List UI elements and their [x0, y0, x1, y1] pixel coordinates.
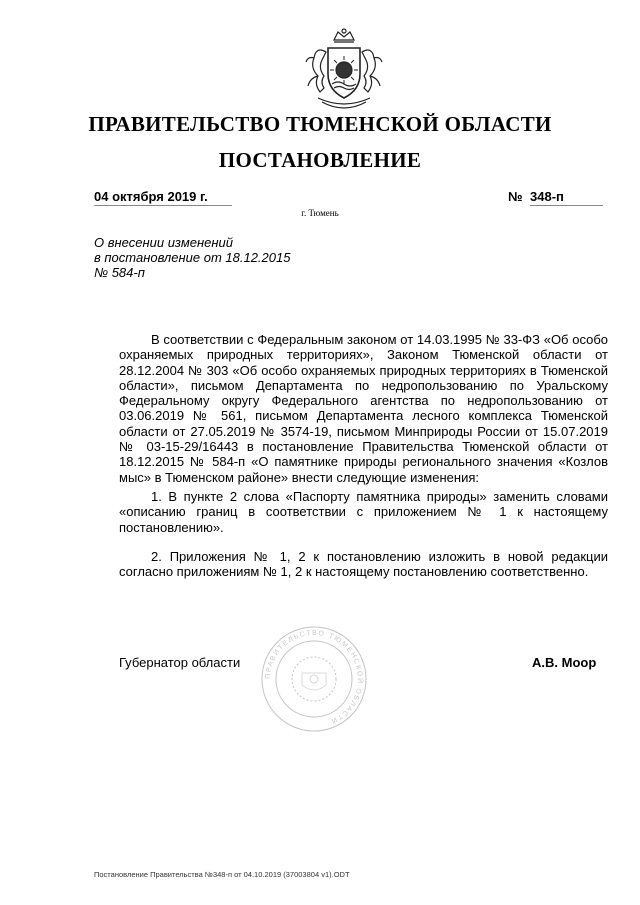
document-type-title: ПОСТАНОВЛЕНИЕ [218, 148, 422, 172]
document-footer: Постановление Правительства №348-п от 04.10.2019 (37003804 v1).ODT [94, 870, 350, 879]
document-date: 04 октября 2019 г. [94, 189, 232, 206]
official-seal-icon [258, 623, 370, 735]
document-subject [94, 235, 354, 280]
document-number: 348-п [530, 189, 603, 206]
subject-line: № 584-п [94, 265, 145, 280]
item-1-paragraph: 1. В пункте 2 слова «Паспорту памятника природы» заменить словами «описанию границ в соответствии с приложением № 1 к настоящему постановлению». [119, 488, 608, 535]
government-title: ПРАВИТЕЛЬСТВО ТЮМЕНСКОЙ ОБЛАСТИ [88, 112, 552, 136]
document-number-label: № [508, 189, 523, 204]
preamble-paragraph: В соответствии с Федеральным законом от 14.03.1995 № 33-ФЗ «Об особо охраняемых природных территориях», Законом Тюменской области от 28.12.2004 № 303 «Об особо охраняемых природных территориях в Тюменской области», письмом Департамента по недропользованию по Уральскому Федеральному округу Федерального агентства по недропользованию от 03.06.2019 № 561, письмом Департамента лесного комплекса Тюменской области от 27.05.2019 № 3574-19, письмом Минприроды России от 15.07.2019 № 03-15-29/16443 в постановление Правительства Тюменской области от 18.12.2015 № 584-п «О памятнике природы регионального значения «Козлов мыс» в Тюменском районе» внести следующие изменения: [119, 332, 608, 485]
document-city: г. Тюмень [301, 208, 339, 218]
document-body [119, 332, 608, 579]
signatory-title: Губернатор области [119, 655, 241, 670]
svg-text:ПРАВИТЕЛЬСТВО ТЮМЕНСКОЙ ОБЛАСТ: ПРАВИТЕЛЬСТВО ТЮМЕНСКОЙ ОБЛАСТИ [264, 629, 364, 725]
signatory-name: А.В. Моор [532, 655, 597, 670]
subject-line: в постановление от 18.12.2015 [94, 250, 291, 265]
subject-line: О внесении изменений [94, 235, 233, 250]
item-2-paragraph: 2. Приложения № 1, 2 к постановлению изложить в новой редакции согласно приложениям № 1, 2 к настоящему постановлению соответственно. [119, 548, 608, 580]
coat-of-arms-icon [298, 26, 390, 118]
